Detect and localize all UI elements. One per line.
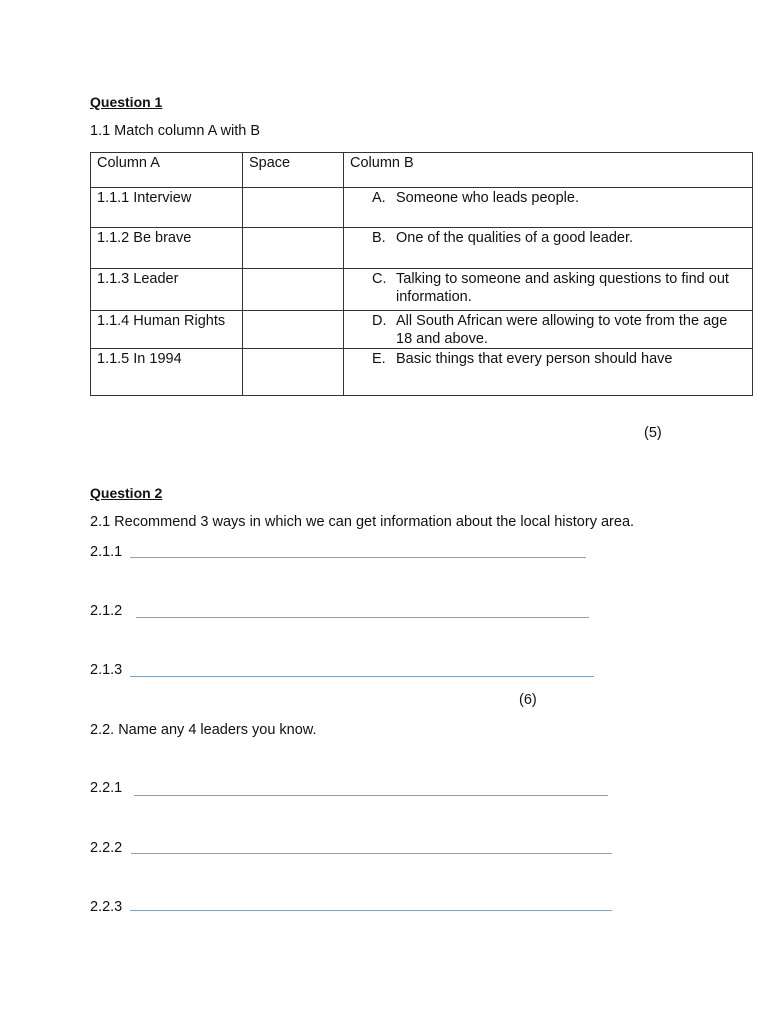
column-b-text: All South African were allowing to vote from the age 18 and above. — [396, 313, 728, 347]
table-row — [91, 269, 753, 311]
column-a-cell: 1.1.1 Interview — [97, 190, 192, 206]
question-2-1-instruction: 2.1 Recommend 3 ways in which we can get information about the local history area. — [90, 514, 635, 530]
column-b-cell — [344, 349, 752, 368]
answer-space-cell[interactable] — [243, 228, 344, 269]
column-b-text: Basic things that every person should have — [396, 351, 673, 367]
header-space: Space — [249, 155, 291, 171]
table-header-row — [91, 153, 753, 188]
column-b-text: Talking to someone and asking questions to find out information. — [396, 271, 729, 305]
answer-label-2-2-3: 2.2.3 — [90, 899, 123, 915]
question-1-heading: Question 1 — [90, 94, 163, 110]
column-b-letter: A. — [372, 190, 386, 206]
column-b-letter: D. — [372, 313, 387, 329]
column-b-cell — [344, 188, 752, 207]
answer-line-2-2-2[interactable] — [131, 853, 612, 854]
table-row — [91, 311, 753, 349]
header-column-b: Column B — [350, 155, 414, 171]
matching-table — [90, 152, 753, 396]
table-row — [91, 188, 753, 228]
column-a-cell: 1.1.5 In 1994 — [97, 351, 182, 367]
column-a-cell: 1.1.3 Leader — [97, 271, 179, 287]
question-2-2-instruction: 2.2. Name any 4 leaders you know. — [90, 722, 317, 738]
answer-label-2-1-3: 2.1.3 — [90, 662, 123, 678]
column-b-text: One of the qualities of a good leader. — [396, 230, 634, 246]
table-row — [91, 228, 753, 269]
table-row — [91, 349, 753, 396]
header-column-a: Column A — [97, 155, 160, 171]
answer-space-cell[interactable] — [243, 188, 344, 228]
answer-label-2-1-1: 2.1.1 — [90, 544, 123, 560]
question-1-instruction: 1.1 Match column A with B — [90, 123, 261, 139]
answer-space-cell[interactable] — [243, 349, 344, 396]
answer-label-2-1-2: 2.1.2 — [90, 603, 123, 619]
column-b-text: Someone who leads people. — [396, 190, 579, 206]
column-b-cell — [344, 269, 752, 306]
question-2-1-marks: (6) — [519, 692, 537, 708]
answer-label-2-2-1: 2.2.1 — [90, 780, 123, 796]
question-1-marks: (5) — [644, 425, 662, 441]
column-b-letter: B. — [372, 230, 386, 246]
column-b-letter: C. — [372, 271, 387, 287]
answer-line-2-1-1[interactable] — [130, 557, 586, 558]
column-b-cell — [344, 311, 752, 348]
column-b-cell — [344, 228, 752, 247]
column-a-cell: 1.1.2 Be brave — [97, 230, 192, 246]
question-2-heading: Question 2 — [90, 485, 163, 501]
column-b-letter: E. — [372, 351, 386, 367]
answer-label-2-2-2: 2.2.2 — [90, 840, 123, 856]
answer-space-cell[interactable] — [243, 269, 344, 311]
answer-space-cell[interactable] — [243, 311, 344, 349]
column-a-cell: 1.1.4 Human Rights — [97, 313, 226, 329]
answer-line-2-1-2[interactable] — [136, 617, 589, 618]
answer-line-2-2-1[interactable] — [134, 795, 608, 796]
answer-line-2-1-3[interactable] — [130, 676, 594, 677]
answer-line-2-2-3[interactable] — [130, 910, 612, 911]
